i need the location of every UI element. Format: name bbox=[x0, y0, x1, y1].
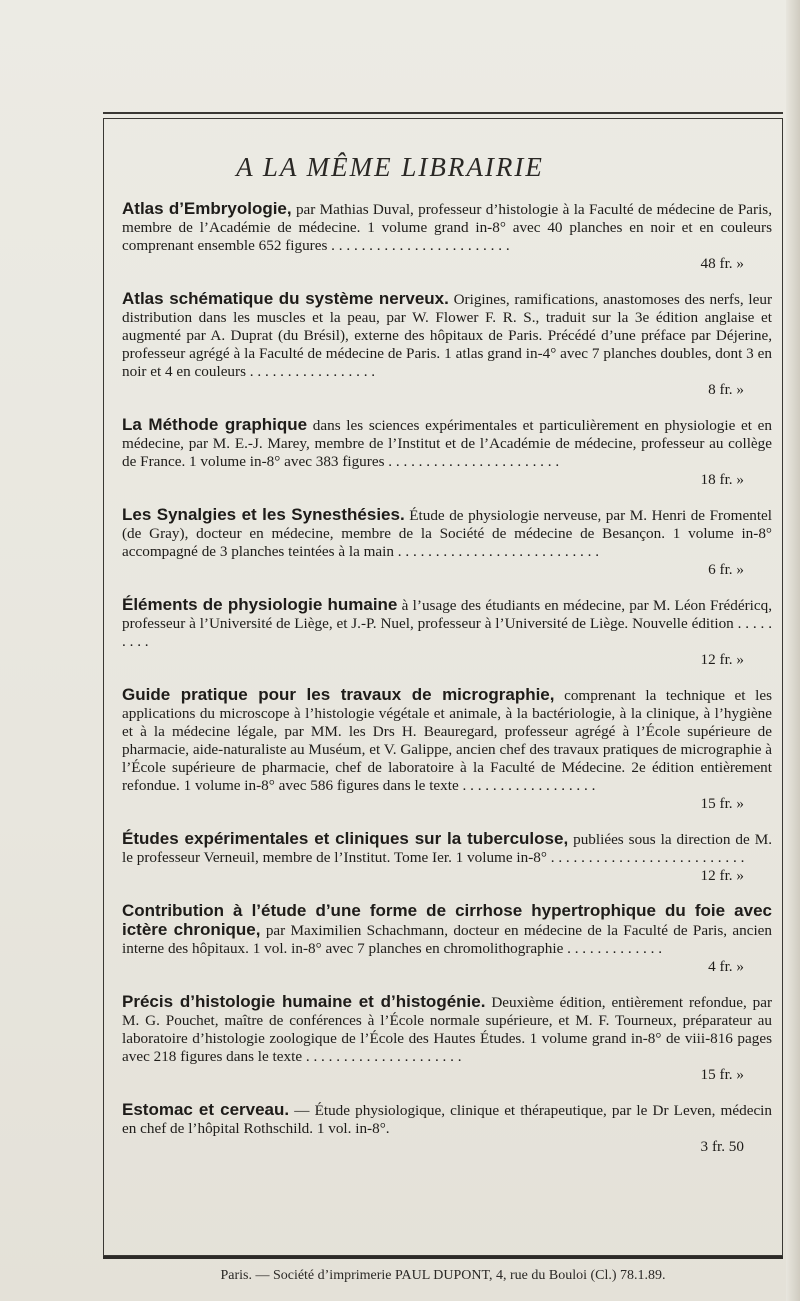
book-description: publiées sous la direction de M. le professeur Verneuil, membre de l’Institut. Tome Ier. 1 volume in-8° . . . . . . . . . . . . . . . . . . . . . . . . . . bbox=[122, 831, 772, 866]
book-title: Contribution à l’étude d’une forme de cirrhose hypertrophique du foie avec ictère chronique, bbox=[122, 901, 772, 939]
book-entry bbox=[122, 830, 772, 885]
book-description: dans les sciences expérimentales et particulièrement en physiologie et en médecine, par M. E.-J. Marey, membre de l’Institut et de l’Académie de médecine, professeur au collège de France. 1 volume in-8° avec 383 figures . . . . . . . . . . . . . . . . . . . . . . . bbox=[122, 417, 772, 470]
book-entry bbox=[122, 596, 772, 669]
book-entry bbox=[122, 902, 772, 976]
page-edge bbox=[786, 0, 800, 1301]
book-price: 12 fr. » bbox=[700, 651, 744, 668]
book-description: par Mathias Duval, professeur d’histologie à la Faculté de médecine de Paris, membre de l’Académie de médecine. 1 volume grand in-8° avec 40 planches en noir et en couleurs comprenant ensemble 652 figures . . . . . . . . . . . . . . . . . . . . . . . . bbox=[122, 201, 772, 254]
book-price: 4 fr. » bbox=[708, 958, 744, 975]
book-entry bbox=[122, 506, 772, 579]
book-price: 6 fr. » bbox=[708, 561, 744, 578]
book-title: Éléments de physiologie humaine bbox=[122, 595, 398, 614]
book-price: 3 fr. 50 bbox=[700, 1138, 744, 1155]
book-description: par Maximilien Schachmann, docteur en médecine de la Faculté de Paris, ancien interne des hôpitaux. 1 vol. in-8° avec 7 planches en chromolithographie . . . . . . . . . . . . . bbox=[122, 922, 773, 957]
book-entry bbox=[122, 686, 772, 813]
book-description: — Étude physiologique, clinique et thérapeutique, par le Dr Leven, médecin en chef de l’hôpital Rothschild. 1 vol. in-8°. bbox=[122, 1102, 772, 1137]
book-title: Guide pratique pour les travaux de micrographie, bbox=[122, 685, 555, 704]
book-title: Atlas d’Embryologie, bbox=[122, 199, 292, 218]
page-title: A LA MÊME LIBRAIRIE bbox=[236, 152, 544, 182]
book-list bbox=[122, 200, 772, 1173]
book-price: 15 fr. » bbox=[700, 795, 744, 812]
book-title: Études expérimentales et cliniques sur la tuberculose, bbox=[122, 829, 569, 848]
book-title: Estomac et cerveau. bbox=[122, 1100, 290, 1119]
book-price: 12 fr. » bbox=[700, 867, 744, 884]
book-entry bbox=[122, 1101, 772, 1156]
book-price: 8 fr. » bbox=[708, 381, 744, 398]
printer-imprint: Paris. — Société d’imprimerie PAUL DUPONT, 4, rue du Bouloi (Cl.) 78.1.89. bbox=[220, 1268, 666, 1283]
book-entry bbox=[122, 416, 772, 489]
book-price: 15 fr. » bbox=[700, 1066, 744, 1083]
book-entry bbox=[122, 993, 772, 1084]
book-price: 48 fr. » bbox=[700, 255, 744, 272]
book-title: La Méthode graphique bbox=[122, 415, 308, 434]
book-title: Atlas schématique du système nerveux. bbox=[122, 289, 449, 308]
book-description: à l’usage des étudiants en médecine, par M. Léon Frédéricq, professeur à l’Université de Liège, et J.-P. Nuel, professeur à l’Université de Liège. Nouvelle édition . . . . . . . . . bbox=[122, 597, 773, 650]
book-entry bbox=[122, 200, 772, 273]
book-title: Les Synalgies et les Synesthésies. bbox=[122, 505, 405, 524]
book-description: Deuxième édition, entièrement refondue, par M. G. Pouchet, maître de conférences à l’École normale supérieure, et M. F. Tourneux, préparateur au laboratoire d’histologie zoologique de l’École des Hautes Études. 1 volume grand in-8° de viii-816 pages avec 218 figures dans le texte . . . . . . . . . . . . . . . . . . . . . bbox=[122, 994, 773, 1065]
book-description: comprenant la technique et les applications du microscope à l’histologie végétale et animale, à la bactériologie, à la clinique, à l’hygiène et à la médecine légale, par MM. les Drs H. Beauregard, professeur agrégé à l’École supérieure de pharmacie, aide-naturaliste au Muséum, et V. Galippe, ancien chef des travaux pratiques de micrographie à l’École supérieure de pharmacie, chef de laboratoire à la Faculté de Médecine. 2e édition entièrement refondue. 1 volume in-8° avec 586 figures dans le texte . . . . . . . . . . . . . . . . . . bbox=[122, 687, 772, 794]
bottom-rule bbox=[103, 1256, 783, 1259]
book-title: Précis d’histologie humaine et d’histogénie. bbox=[122, 992, 486, 1011]
book-entry bbox=[122, 290, 772, 399]
book-description: Étude de physiologie nerveuse, par M. Henri de Fromentel (de Gray), docteur en médecine, membre de la Société de médecine de Besançon. 1 volume in-8° accompagné de 3 planches teintées à la main . . . . . . . . . . . . . . . . . . . . . . . . . . . bbox=[122, 507, 773, 560]
book-price: 18 fr. » bbox=[700, 471, 744, 488]
top-rule bbox=[103, 112, 783, 114]
book-description: Origines, ramifications, anastomoses des nerfs, leur distribution dans les muscles et la peau, par W. Flower F. R. S., traduit sur la 3e édition anglaise et augmenté par A. Duprat (du Brésil), externe des hôpitaux de Paris. Précédé d’une préface par Déjerine, professeur agrégé à la Faculté de médecine de Paris. 1 atlas grand in-4° avec 7 planches doubles, dont 3 en noir et 4 en couleurs . . . . . . . . . . . . . . . . . bbox=[122, 291, 773, 380]
